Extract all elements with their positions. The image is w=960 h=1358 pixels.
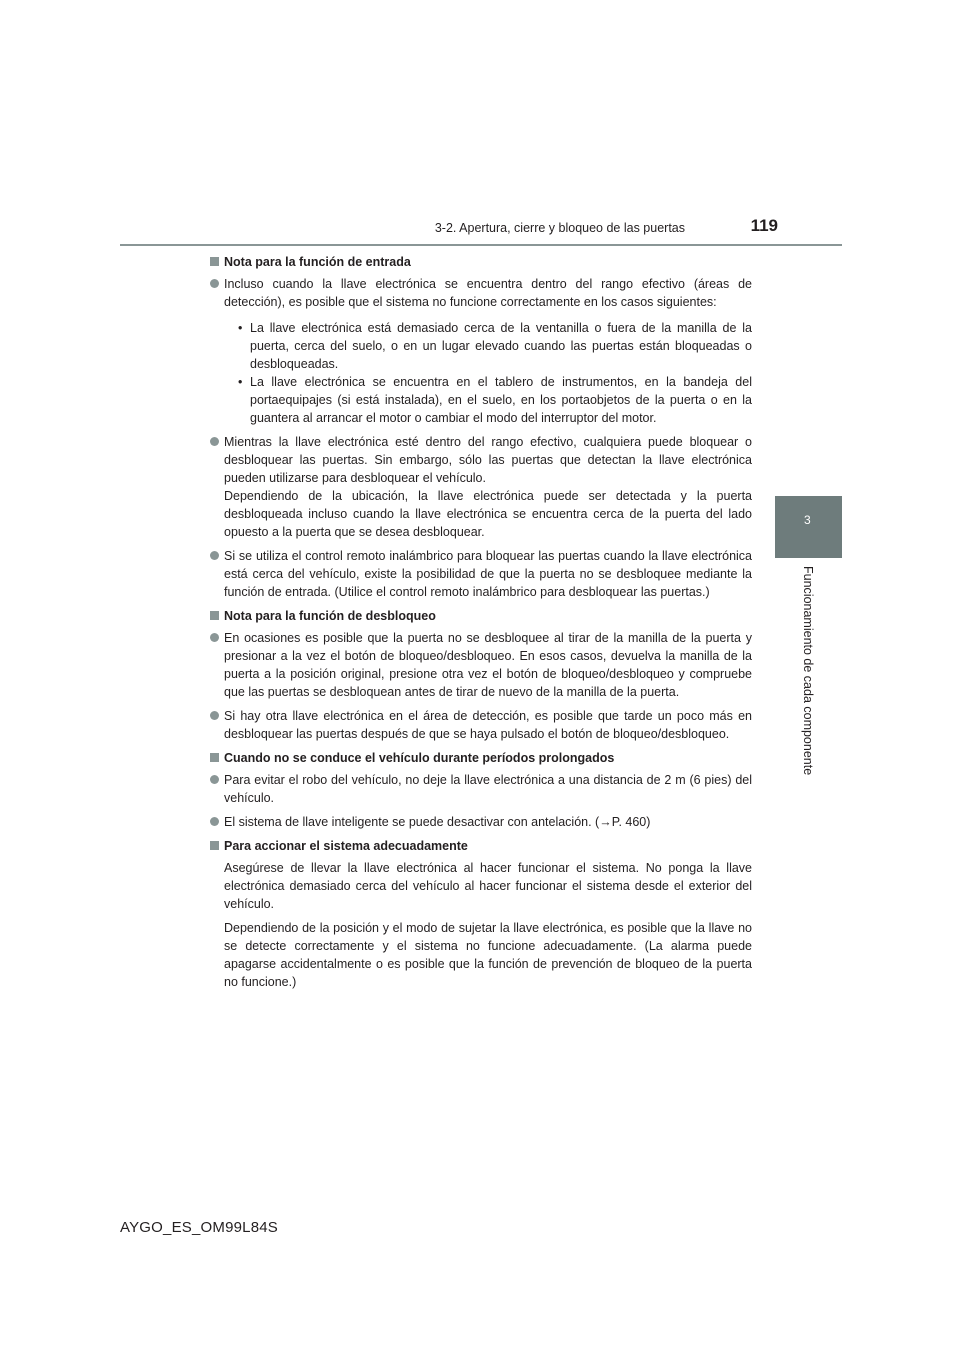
bullet-item: Si se utiliza el control remoto inalámbrico para bloquear las puertas cuando la llave electrónica está cerca del vehículo, existe la posibilidad de que la puerta no se desbloquee mediante la función de entrada. (Utilice el control remoto inalámbrico para desbloquear las puertas.) [210, 547, 752, 601]
circle-bullet-icon [210, 551, 219, 560]
header-rule [120, 244, 842, 246]
circle-bullet-icon [210, 775, 219, 784]
chapter-number: 3 [804, 513, 811, 527]
circle-bullet-icon [210, 711, 219, 720]
paragraph: Asegúrese de llevar la llave electrónica al hacer funcionar el sistema. No ponga la llave electrónica demasiado cerca del vehículo al hacer funcionar el sistema desde el exterior del vehículo. [224, 861, 752, 911]
bullet-item: Para evitar el robo del vehículo, no deje la llave electrónica a una distancia de 2 m (6 pies) del vehículo. [210, 771, 752, 807]
bullet-item: En ocasiones es posible que la puerta no se desbloquee al tirar de la manilla de la puerta y presionar a la vez el botón de bloqueo/desbloqueo. En esos casos, devuelva la manilla de la puerta a la posición original, presione otra vez el botón de bloqueo/desbloqueo y compruebe que las puertas se desbloquean antes de tirar de nuevo de la manilla de la puerta. [210, 629, 752, 701]
paragraph: Dependiendo de la posición y el modo de sujetar la llave electrónica, es posible que la llave no se detecte correctamente y el sistema no funcione adecuadamente. (La alarma puede apagarse accidentalmente o es posible que la función de prevención de bloqueo de la puerta no funcione.) [224, 921, 752, 989]
chapter-label [801, 566, 815, 786]
bullet-item: Si hay otra llave electrónica en el área de detección, es posible que tarde un poco más en desbloquear las puertas después de que se haya pulsado el botón de bloqueo/desbloqueo. [210, 707, 752, 743]
circle-bullet-icon [210, 279, 219, 288]
circle-bullet-icon [210, 817, 219, 826]
section-heading-unlock: Nota para la función de desbloqueo [210, 607, 752, 625]
section-heading-long-periods: Cuando no se conduce el vehículo durante períodos prolongados [210, 749, 752, 767]
chapter-label-text: Funcionamiento de cada componente [801, 566, 815, 776]
bullet-item: Incluso cuando la llave electrónica se encuentra dentro del rango efectivo (áreas de detección), es posible que el sistema no funcione correctamente en los casos siguientes: • La llave electrónica está demasiado cerca de la ventanilla o fuera de la manilla de la puerta, cerca del suelo, o en un lugar elevado cuando las puertas están bloqueadas o desbloqueadas. • La llave electrónica se encuentra en el tablero de instrumentos, en la bandeja del portaequipajes (si está instalada), en el suelo, en los portaobjetos de la puerta o en la guantera al arrancar el motor o cambiar el modo del interruptor del motor. [210, 275, 752, 427]
bullet-item [210, 813, 752, 831]
chapter-tab [775, 496, 842, 558]
page-number: 119 [750, 216, 778, 235]
page-content [210, 253, 752, 997]
sub-bullet-icon: • [238, 321, 243, 335]
bullet-item: Mientras la llave electrónica esté dentro del rango efectivo, cualquiera puede bloquear o desbloquear las puertas. Sin embargo, sólo las puertas que detectan la llave electrónica pueden utilizarse para desbloquear el vehículo. Dependiendo de la ubicación, la llave electrónica puede ser detectada y la puerta desbloqueada incluso cuando la llave electrónica se encuentra cerca de la puerta del lado opuesto a la puerta que se desea desbloquear. [210, 433, 752, 541]
square-bullet-icon [210, 257, 219, 266]
sub-item: • La llave electrónica se encuentra en el tablero de instrumentos, en la bandeja del portaequipajes (si está instalada), en el suelo, en los portaobjetos de la puerta o en la guantera al arrancar el motor o cambiar el modo del interruptor del motor. [238, 375, 752, 425]
sub-bullet-icon: • [238, 375, 243, 389]
page-reference: El sistema de llave inteligente se puede desactivar con antelación. (→P. 460) [224, 815, 651, 829]
document-code: AYGO_ES_OM99L84S [120, 1219, 279, 1236]
section-title: 3-2. Apertura, cierre y bloqueo de las puertas [434, 221, 685, 235]
square-bullet-icon [210, 753, 219, 762]
circle-bullet-icon [210, 437, 219, 446]
square-bullet-icon [210, 841, 219, 850]
section-heading-entry: Nota para la función de entrada [210, 253, 752, 271]
circle-bullet-icon [210, 633, 219, 642]
sub-item: • La llave electrónica está demasiado cerca de la ventanilla o fuera de la manilla de la puerta, cerca del suelo, o en un lugar elevado cuando las puertas están bloqueadas o desbloqueadas. [238, 321, 752, 371]
square-bullet-icon [210, 611, 219, 620]
section-heading-proper-operation: Para accionar el sistema adecuadamente [210, 837, 752, 855]
